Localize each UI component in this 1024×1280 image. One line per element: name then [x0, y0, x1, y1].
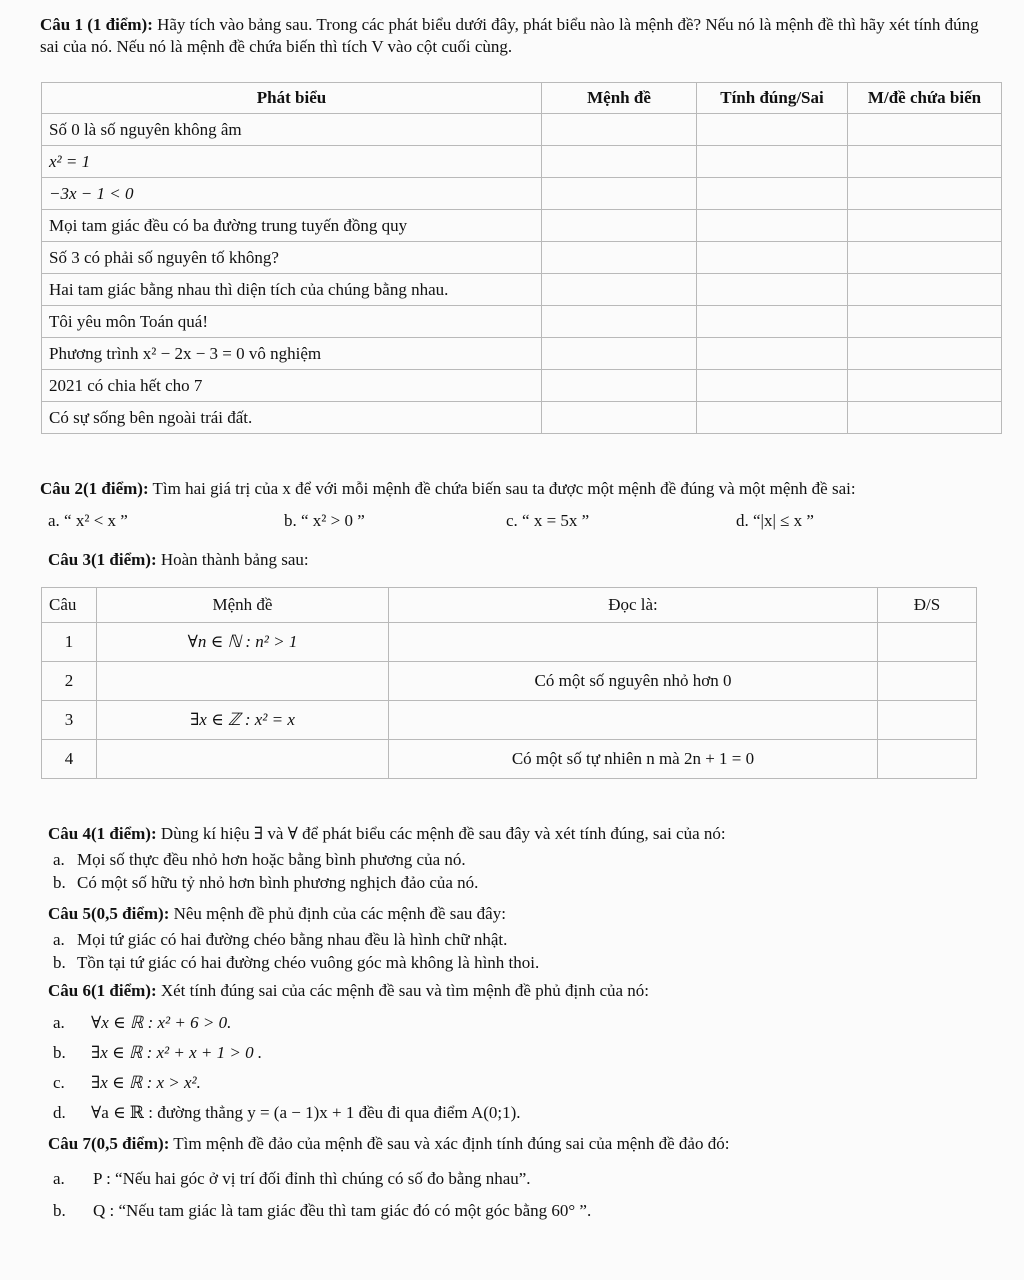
table-row	[42, 242, 1002, 274]
q4-title: Câu 4(1 điểm):	[48, 824, 157, 843]
q1-cell-variable[interactable]	[848, 370, 1002, 402]
q3-header-truth: Đ/S	[878, 588, 977, 623]
q3-table	[41, 587, 977, 779]
q1-header-statement: Phát biểu	[42, 83, 542, 114]
q3-row-prop: ∀n ∈ ℕ : n² > 1	[97, 623, 389, 662]
q4-list	[48, 848, 1004, 894]
q1-cell-variable[interactable]	[848, 338, 1002, 370]
q6-title: Câu 6(1 điểm):	[48, 981, 157, 1000]
q1-cell-truth[interactable]	[697, 242, 848, 274]
list-item	[53, 871, 1004, 894]
q3-row-read[interactable]	[389, 623, 878, 662]
q1-cell-truth[interactable]	[697, 306, 848, 338]
q3-text: Hoàn thành bảng sau:	[156, 550, 309, 569]
q3-row-truth[interactable]	[878, 740, 977, 779]
q5-title: Câu 5(0,5 điểm):	[48, 904, 170, 923]
q6-item-label: d.	[53, 1103, 66, 1122]
q3-row-num: 4	[42, 740, 97, 779]
q7-item-text: Q : “Nếu tam giác là tam giác đều thì tam giác đó có một góc bằng 60° ”.	[93, 1201, 592, 1220]
q7-item-text: P : “Nếu hai góc ở vị trí đối đỉnh thì chúng có số đo bằng nhau”.	[93, 1169, 531, 1188]
list-item	[53, 928, 1004, 951]
q6-item-label: a.	[53, 1013, 65, 1032]
q3-row-prop[interactable]	[97, 740, 389, 779]
q1-cell-proposition[interactable]	[542, 274, 697, 306]
q3-row-truth[interactable]	[878, 701, 977, 740]
table-row	[42, 740, 977, 779]
q1-cell-truth[interactable]	[697, 210, 848, 242]
q2-options	[48, 511, 1024, 531]
q2-option-b: b. “ x² > 0 ”	[284, 511, 365, 530]
list-item	[53, 1163, 1004, 1195]
q1-cell-variable[interactable]	[848, 178, 1002, 210]
q1-table-wrap	[41, 82, 1024, 434]
list-item	[53, 1068, 1004, 1098]
q1-cell-variable[interactable]	[848, 210, 1002, 242]
table-row	[42, 210, 1002, 242]
q1-cell-proposition[interactable]	[542, 242, 697, 274]
q5-item-label: a.	[53, 930, 65, 949]
q1-cell-truth[interactable]	[697, 146, 848, 178]
q1-cell-truth[interactable]	[697, 402, 848, 434]
q7-item-label: b.	[53, 1201, 66, 1220]
q7-list	[48, 1163, 1004, 1227]
q5-item-label: b.	[53, 953, 66, 972]
q3-title: Câu 3(1 điểm):	[48, 550, 157, 569]
q6-item-text: ∃x ∈ ℝ : x > x².	[91, 1073, 201, 1092]
list-item	[53, 1098, 1004, 1128]
list-item	[53, 951, 1004, 974]
q1-table-header	[42, 83, 1002, 114]
q1-statement: 2021 có chia hết cho 7	[42, 370, 542, 402]
q1-cell-truth[interactable]	[697, 338, 848, 370]
q1-cell-truth[interactable]	[697, 370, 848, 402]
q4-item-text: Có một số hữu tỷ nhỏ hơn bình phương nghịch đảo của nó.	[77, 873, 479, 892]
q4-item-text: Mọi số thực đều nhỏ hơn hoặc bằng bình phương của nó.	[77, 850, 466, 869]
q1-statement: −3x − 1 < 0	[42, 178, 542, 210]
q7-text: Tìm mệnh đề đảo của mệnh đề sau và xác định tính đúng sai của mệnh đề đảo đó:	[169, 1134, 730, 1153]
q4-item-label: a.	[53, 850, 65, 869]
q1-cell-proposition[interactable]	[542, 402, 697, 434]
q3-row-num: 1	[42, 623, 97, 662]
list-item	[53, 1038, 1004, 1068]
q7-block	[48, 1133, 1004, 1227]
q3-table-wrap	[41, 587, 1024, 779]
q6-item-text: ∀x ∈ ℝ : x² + 6 > 0.	[91, 1013, 232, 1032]
q5-item-text: Mọi tứ giác có hai đường chéo bằng nhau đều là hình chữ nhật.	[77, 930, 508, 949]
table-row	[42, 370, 1002, 402]
q1-cell-proposition[interactable]	[542, 306, 697, 338]
table-row	[42, 338, 1002, 370]
q1-cell-proposition[interactable]	[542, 146, 697, 178]
q2-option-d: d. “|x| ≤ x ”	[736, 511, 814, 530]
q1-title: Câu 1 (1 điểm):	[40, 15, 153, 34]
q1-statement: Hai tam giác bằng nhau thì diện tích của chúng bằng nhau.	[42, 274, 542, 306]
q1-statement: Có sự sống bên ngoài trái đất.	[42, 402, 542, 434]
q7-item-label: a.	[53, 1169, 65, 1188]
table-row	[42, 146, 1002, 178]
table-row	[42, 306, 1002, 338]
q3-row-prop[interactable]	[97, 662, 389, 701]
q2-text: Tìm hai giá trị của x để với mỗi mệnh đề chứa biến sau ta được một mệnh đề đúng và một mệnh đề sai:	[148, 479, 856, 498]
q2-prompt	[40, 478, 1014, 500]
q3-row-num: 3	[42, 701, 97, 740]
table-row	[42, 662, 977, 701]
q3-table-header	[42, 588, 977, 623]
table-row	[42, 402, 1002, 434]
q3-header-read: Đọc là:	[389, 588, 878, 623]
q6-item-label: b.	[53, 1043, 66, 1062]
list-item	[53, 1008, 1004, 1038]
q4-prompt	[48, 823, 1004, 845]
q3-header-num: Câu	[42, 588, 97, 623]
table-row	[42, 114, 1002, 146]
q4-block	[48, 823, 1004, 894]
q3-row-truth[interactable]	[878, 662, 977, 701]
q1-block	[40, 14, 992, 58]
q3-row-read: Có một số nguyên nhỏ hơn 0	[389, 662, 878, 701]
q1-cell-proposition[interactable]	[542, 210, 697, 242]
q5-list	[48, 928, 1004, 974]
q6-block	[48, 980, 1004, 1128]
q1-cell-variable[interactable]	[848, 146, 1002, 178]
table-row	[42, 701, 977, 740]
q1-cell-truth[interactable]	[697, 274, 848, 306]
q4-text: Dùng kí hiệu ∃ và ∀ để phát biểu các mệnh đề sau đây và xét tính đúng, sai của nó:	[156, 824, 726, 843]
q1-cell-proposition[interactable]	[542, 338, 697, 370]
q6-text: Xét tính đúng sai của các mệnh đề sau và tìm mệnh đề phủ định của nó:	[156, 981, 650, 1000]
list-item	[53, 1195, 1004, 1227]
q6-item-label: c.	[53, 1073, 65, 1092]
q1-text: Hãy tích vào bảng sau. Trong các phát biểu dưới đây, phát biểu nào là mệnh đề? Nếu nó là mệnh đề thì hãy xét tính đúng sai của nó. Nếu nó là mệnh đề chứa biến thì tích V vào cột cuối cùng.	[40, 15, 979, 56]
q6-item-text: ∀a ∈ ℝ : đường thẳng y = (a − 1)x + 1 đều đi qua điểm A(0;1).	[91, 1103, 521, 1122]
q3-row-read[interactable]	[389, 701, 878, 740]
q3-row-num: 2	[42, 662, 97, 701]
q3-row-prop: ∃x ∈ ℤ : x² = x	[97, 701, 389, 740]
q6-list	[48, 1008, 1004, 1128]
q2-option-c: c. “ x = 5x ”	[506, 511, 590, 530]
q1-header-proposition: Mệnh đề	[542, 83, 697, 114]
q1-cell-variable[interactable]	[848, 274, 1002, 306]
q1-cell-proposition[interactable]	[542, 370, 697, 402]
table-row	[42, 178, 1002, 210]
q5-text: Nêu mệnh đề phủ định của các mệnh đề sau đây:	[169, 904, 506, 923]
q1-cell-proposition[interactable]	[542, 178, 697, 210]
q1-statement: Số 3 có phải số nguyên tố không?	[42, 242, 542, 274]
q1-statement: x² = 1	[42, 146, 542, 178]
q2-title: Câu 2(1 điểm):	[40, 479, 149, 498]
q5-block	[48, 903, 1004, 974]
q1-cell-truth[interactable]	[697, 178, 848, 210]
q5-prompt	[48, 903, 1004, 925]
q1-cell-variable[interactable]	[848, 306, 1002, 338]
q1-header-truth: Tính đúng/Sai	[697, 83, 848, 114]
q1-statement: Số 0 là số nguyên không âm	[42, 114, 542, 146]
q3-row-truth[interactable]	[878, 623, 977, 662]
q3-header-prop: Mệnh đề	[97, 588, 389, 623]
table-row	[42, 274, 1002, 306]
q7-title: Câu 7(0,5 điểm):	[48, 1134, 170, 1153]
q3-row-read: Có một số tự nhiên n mà 2n + 1 = 0	[389, 740, 878, 779]
q1-statement: Phương trình x² − 2x − 3 = 0 vô nghiệm	[42, 338, 542, 370]
q2-option-a: a. “ x² < x ”	[48, 511, 128, 530]
q1-header-variable: M/đề chứa biến	[848, 83, 1002, 114]
q1-cell-truth[interactable]	[697, 114, 848, 146]
q7-prompt	[48, 1133, 1004, 1155]
q1-statement: Mọi tam giác đều có ba đường trung tuyến đồng quy	[42, 210, 542, 242]
q3-prompt	[48, 549, 1024, 571]
list-item	[53, 848, 1004, 871]
q1-cell-variable[interactable]	[848, 242, 1002, 274]
q3-block	[48, 549, 1024, 571]
q2-block	[40, 478, 1014, 500]
q1-prompt	[40, 14, 992, 58]
q6-prompt	[48, 980, 1004, 1002]
q6-item-text: ∃x ∈ ℝ : x² + x + 1 > 0 .	[91, 1043, 263, 1062]
q1-cell-variable[interactable]	[848, 402, 1002, 434]
q5-item-text: Tồn tại tứ giác có hai đường chéo vuông góc mà không là hình thoi.	[77, 953, 540, 972]
q4-item-label: b.	[53, 873, 66, 892]
q1-table	[41, 82, 1002, 434]
table-row	[42, 623, 977, 662]
q1-statement: Tôi yêu môn Toán quá!	[42, 306, 542, 338]
q1-cell-proposition[interactable]	[542, 114, 697, 146]
q1-cell-variable[interactable]	[848, 114, 1002, 146]
